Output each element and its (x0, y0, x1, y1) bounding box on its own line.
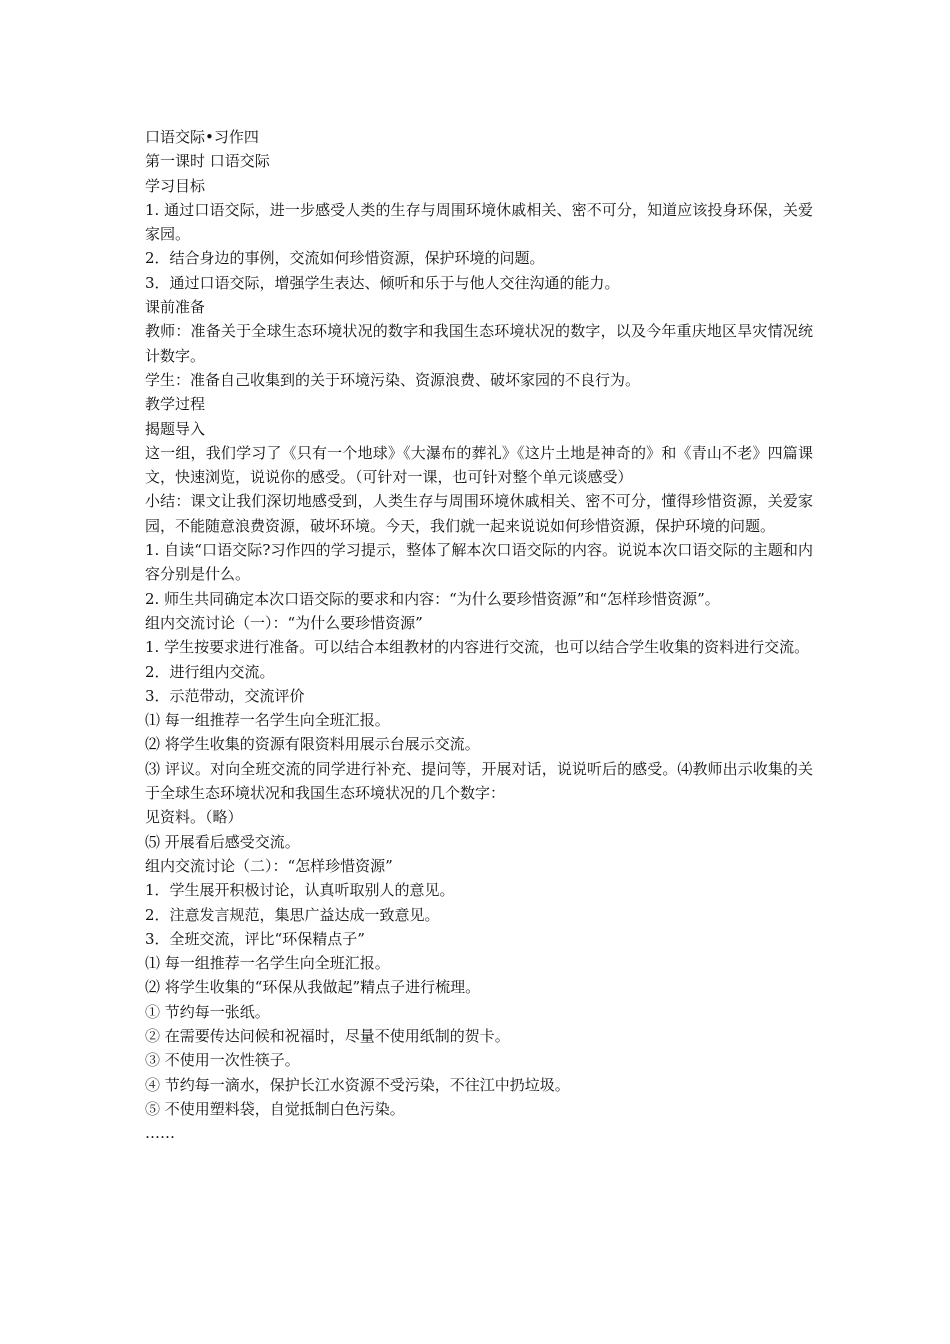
sub-step-item: ⑵ 将学生收集的资源有限资料用展示台展示交流。 (145, 735, 480, 754)
step-item: 1. 自读“口语交际?习作四的学习提示，整体了解本次口语交际的内容。说说本次口语交际的主题和内容分别是什么。 (145, 541, 813, 584)
sub-step-item: ⑶ 评议。对向全班交流的同学进行补充、提问等，开展对话，说说听后的感受。⑷教师出示收集的关于全球生态环境状况和我国生态环境状况的几个数字： (145, 759, 813, 803)
sub-step-item: ⑸ 开展看后感受交流。 (145, 832, 300, 851)
tip-item: ③ 不使用一次性筷子。 (145, 1051, 300, 1070)
sub-step-item: ⑵ 将学生收集的“环保从我做起”精点子进行梳理。 (145, 978, 481, 997)
ellipsis: …… (145, 1124, 175, 1143)
tip-item: ④ 节约每一滴水，保护长江水资源不受污染，不往江中扔垃圾。 (145, 1075, 570, 1094)
step-item: 2. 师生共同确定本次口语交际的要求和内容：“为什么要珍惜资源”和“怎样珍惜资源”。 (145, 589, 720, 608)
reference-note: 见资料。（略） (145, 808, 243, 827)
heading-preparation: 课前准备 (145, 298, 206, 317)
goal-item: 1. 通过口语交际，进一步感受人类的生存与周围环境休戚相关、密不可分，知道应该投身环保，关爱家园。 (145, 200, 813, 244)
step-item: 3．全班交流，评比“环保精点子” (145, 929, 365, 948)
step-item: 2．进行组内交流。 (145, 662, 275, 681)
heading-group-discussion-1: 组内交流讨论（一）：“为什么要珍惜资源” (145, 613, 423, 632)
heading-introduction: 揭题导入 (145, 419, 206, 438)
sub-step-item: ⑴ 每一组推荐一名学生向全班汇报。 (145, 954, 390, 973)
lesson-title: 第一课时 口语交际 (145, 152, 270, 171)
step-item: 1. 学生按要求进行准备。可以结合本组教材的内容进行交流，也可以结合学生收集的资料进行交流。 (145, 638, 810, 657)
section-title: 口语交际•习作四 (145, 128, 259, 146)
step-item: 1．学生展开积极讨论，认真听取别人的意见。 (145, 881, 455, 900)
goal-item: 3．通过口语交际，增强学生表达、倾听和乐于与他人交往沟通的能力。 (145, 273, 620, 292)
preparation-student: 学生：准备自己收集到的关于环境污染、资源浪费、破坏家园的不良行为。 (145, 370, 641, 389)
heading-learning-goals: 学习目标 (145, 176, 206, 195)
paragraph: 这一组，我们学习了《只有一个地球》《大瀑布的葬礼》《这片土地是神奇的》和《青山不老》四篇课文，快速浏览，说说你的感受。（可针对一课，也可针对整个单元谈感受） (145, 443, 813, 487)
tip-item: ⑤ 不使用塑料袋，自觉抵制白色污染。 (145, 1099, 405, 1118)
summary-paragraph: 小结：课文让我们深切地感受到，人类生存与周围环境休戚相关、密不可分，懂得珍惜资源，关爱家园，不能随意浪费资源，破坏环境。今天，我们就一起来说说如何珍惜资源，保护环境的问题。 (145, 492, 813, 535)
step-item: 3．示范带动，交流评价 (145, 686, 305, 705)
heading-group-discussion-2: 组内交流讨论（二）：“怎样珍惜资源” (145, 856, 393, 875)
preparation-teacher: 教师：准备关于全球生态环境状况的数字和我国生态环境状况的数字，以及今年重庆地区旱灾情况统计数字。 (145, 322, 813, 365)
document-body (145, 125, 813, 1145)
tip-item: ① 节约每一张纸。 (145, 1002, 270, 1021)
sub-step-item: ⑴ 每一组推荐一名学生向全班汇报。 (145, 711, 390, 730)
heading-teaching-process: 教学过程 (145, 395, 206, 414)
goal-item: 2．结合身边的事例，交流如何珍惜资源，保护环境的问题。 (145, 249, 545, 268)
step-item: 2．注意发言规范，集思广益达成一致意见。 (145, 905, 440, 924)
tip-item: ② 在需要传达问候和祝福时，尽量不使用纸制的贺卡。 (145, 1026, 510, 1045)
